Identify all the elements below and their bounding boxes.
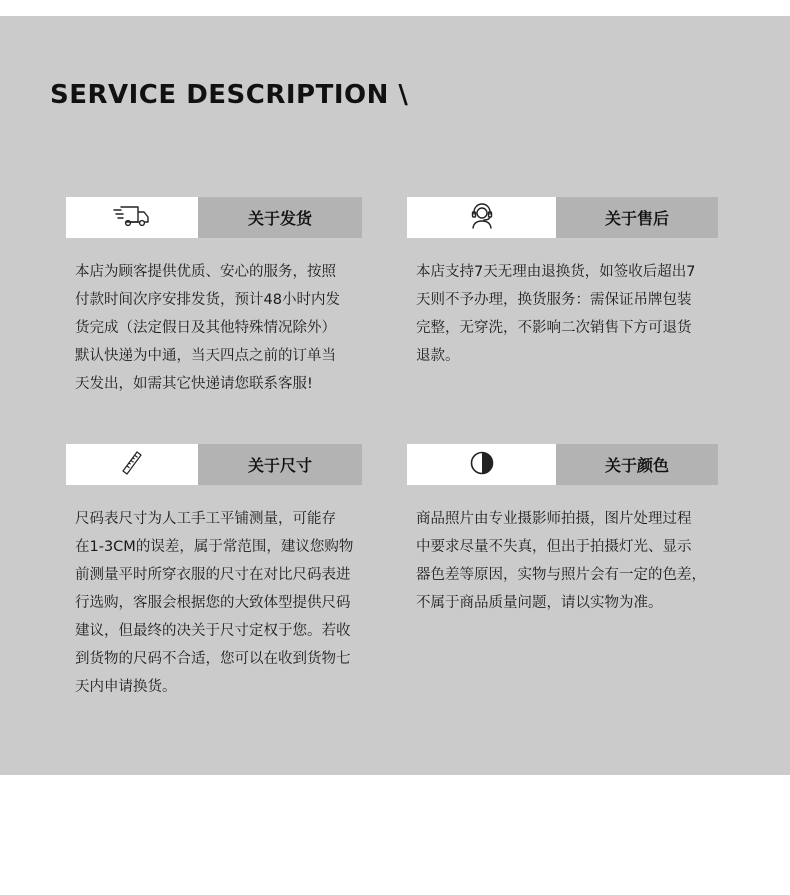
text-line: 退款。 <box>416 348 460 364</box>
text-line: 中要求尽量不失真，但出于拍摄灯光、显示 <box>416 539 692 555</box>
size-card-header <box>66 444 362 485</box>
text-line: 本店为顾客提供优质、安心的服务，按照 <box>75 264 336 280</box>
text-line: 在1-3CM的误差，属于常范围，建议您购物 <box>75 539 354 555</box>
half-circle-contrast-icon <box>469 450 495 480</box>
shipping-card-header <box>66 197 362 238</box>
text-line: 到货物的尺码不合适，您可以在收到货物七 <box>75 651 351 667</box>
text-line: 建议，但最终的决关于尺寸定权于您。若收 <box>75 623 351 639</box>
text-line: 货完成（法定假日及其他特殊情况除外） <box>75 320 336 336</box>
ruler-icon <box>119 450 145 480</box>
text-line: 天则不予办理，换货服务：需保证吊牌包装 <box>416 292 692 308</box>
customer-service-headset-icon <box>468 202 496 234</box>
page-title: SERVICE DESCRIPTION \ <box>50 80 409 110</box>
after-sales-heading: 关于售后 <box>556 197 718 238</box>
text-line: 付款时间次序安排发货，预计48小时内发 <box>75 292 340 308</box>
text-line: 不属于商品质量问题，请以实物为准。 <box>416 595 663 611</box>
color-card-header <box>407 444 718 485</box>
shipping-heading: 关于发货 <box>198 197 362 238</box>
text-line: 前测量平时所穿衣服的尺寸在对比尺码表进 <box>75 567 351 583</box>
text-line: 完整，无穿洗，不影响二次销售下方可退货 <box>416 320 692 336</box>
after-sales-card-header <box>407 197 718 238</box>
color-icon-box <box>407 444 556 485</box>
shipping-icon-box <box>66 197 198 238</box>
color-description <box>416 505 726 617</box>
size-description <box>75 505 385 701</box>
text-line: 本店支持7天无理由退换货，如签收后超出7 <box>416 264 696 280</box>
text-line: 天内申请换货。 <box>75 679 177 695</box>
text-line: 行选购，客服会根据您的大致体型提供尺码 <box>75 595 351 611</box>
shipping-description <box>75 258 385 398</box>
text-line: 尺码表尺寸为人工手工平铺测量，可能存 <box>75 511 336 527</box>
after-sales-description <box>416 258 726 370</box>
text-line: 默认快递为中通，当天四点之前的订单当 <box>75 348 336 364</box>
text-line: 天发出，如需其它快递请您联系客服! <box>75 376 313 392</box>
size-heading: 关于尺寸 <box>198 444 362 485</box>
delivery-truck-icon <box>112 203 152 233</box>
text-line: 商品照片由专业摄影师拍摄，图片处理过程 <box>416 511 692 527</box>
after-sales-icon-box <box>407 197 556 238</box>
color-heading: 关于颜色 <box>556 444 718 485</box>
size-icon-box <box>66 444 198 485</box>
text-line: 器色差等原因，实物与照片会有一定的色差， <box>416 567 706 583</box>
